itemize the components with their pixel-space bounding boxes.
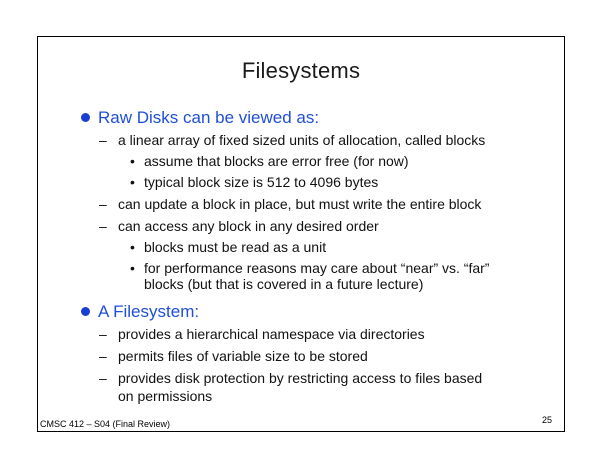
dash-icon: – [99, 196, 107, 212]
sub-bullet [38, 193, 564, 215]
sub-sub-bullet [38, 258, 564, 293]
bullet-text: A Filesystem: [98, 302, 200, 321]
slide-content [38, 105, 564, 405]
dash-icon: – [99, 370, 107, 386]
sub-bullet [38, 215, 564, 237]
sub-bullet [38, 345, 564, 367]
bullet-dot-icon [81, 307, 90, 316]
sub-bullet-text: a linear array of fixed sized units of allocation, called blocks [118, 132, 486, 148]
small-bullet-icon: • [130, 260, 135, 276]
sub-bullet [38, 369, 564, 405]
dash-icon: – [99, 348, 107, 364]
sub-bullet-continuation: on permissions [118, 388, 213, 404]
slide-title: Filesystems [241, 58, 361, 83]
dash-icon: – [99, 132, 107, 148]
sub-bullet [38, 129, 564, 151]
sub-bullet-text: provides disk protection by restricting access to files based [118, 370, 483, 386]
small-bullet-icon: • [130, 239, 135, 255]
sub-bullet-text: permits files of variable size to be stored [118, 348, 368, 364]
sub-bullet-text: can access any block in any desired order [118, 218, 379, 234]
sub-sub-bullet-text: typical block size is 512 to 4096 bytes [144, 174, 379, 190]
slide-frame [37, 36, 565, 432]
sub-sub-bullet-text: assume that blocks are error free (for now) [144, 153, 409, 169]
footer-course: CMSC 412 – S04 (Final Review) [40, 419, 171, 429]
sub-bullet-text: provides a hierarchical namespace via directories [118, 326, 425, 342]
sub-bullet-text: can update a block in place, but must write the entire block [118, 196, 482, 212]
small-bullet-icon: • [130, 174, 135, 190]
bullet-text: Raw Disks can be viewed as: [98, 108, 320, 127]
sub-sub-bullet [38, 172, 564, 193]
bullet-raw-disks [38, 107, 564, 129]
sub-sub-bullet [38, 237, 564, 258]
page-number: 25 [541, 415, 552, 425]
bullet-filesystem [38, 301, 564, 323]
bullet-dot-icon [81, 113, 90, 122]
sub-sub-bullet-text: for performance reasons may care about “near” vs. “far” [144, 260, 490, 276]
sub-sub-bullet-continuation: blocks (but that is covered in a future lecture) [144, 276, 424, 292]
sub-bullet [38, 323, 564, 345]
sub-sub-bullet [38, 151, 564, 172]
dash-icon: – [99, 218, 107, 234]
dash-icon: – [99, 326, 107, 342]
small-bullet-icon: • [130, 153, 135, 169]
sub-sub-bullet-text: blocks must be read as a unit [144, 239, 327, 255]
